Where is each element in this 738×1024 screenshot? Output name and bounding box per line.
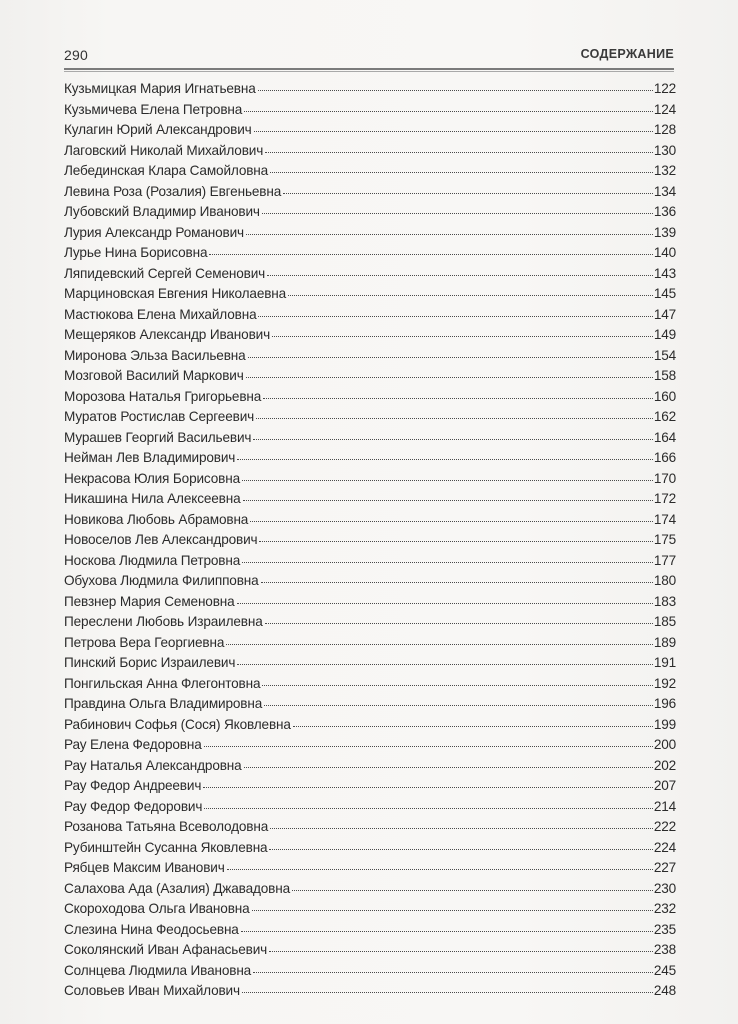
toc-entry-page: 202 <box>653 757 676 773</box>
toc-entry-page: 248 <box>653 983 676 998</box>
toc-entry[interactable] <box>64 922 676 943</box>
toc-entry-page: 149 <box>653 327 676 342</box>
toc-entry-name: Мозговой Василий Маркович <box>64 368 244 383</box>
dot-leader <box>244 102 653 112</box>
dot-leader <box>269 942 653 952</box>
toc-entry-name: Марциновская Евгения Николаевна <box>64 286 287 301</box>
toc-entry-name: Лебединская Клара Самойловна <box>64 163 269 178</box>
toc-entry-page: 199 <box>653 716 676 732</box>
toc-entry-page: 164 <box>653 429 676 445</box>
dot-leader <box>253 430 653 440</box>
dot-leader <box>288 286 653 296</box>
dot-leader <box>237 594 653 604</box>
toc-entry[interactable] <box>64 614 676 635</box>
toc-entry-page: 227 <box>653 860 676 875</box>
toc-entry[interactable] <box>64 389 676 410</box>
toc-entry-name: Скороходова Ольга Ивановна <box>64 901 250 916</box>
dot-leader <box>226 635 653 645</box>
toc-entry[interactable] <box>64 307 676 328</box>
toc-entry-name: Правдина Ольга Владимировна <box>64 696 263 711</box>
dot-leader <box>283 184 653 194</box>
toc-entry-name: Миронова Эльза Васильевна <box>64 347 246 363</box>
toc-entry[interactable] <box>64 512 676 533</box>
toc-entry-page: 183 <box>653 593 676 609</box>
dot-leader <box>269 840 652 850</box>
toc-entry-name: Кузьмицкая Мария Игнатьевна <box>64 81 256 96</box>
dot-leader <box>243 491 653 501</box>
toc-entry-name: Певзнер Мария Семеновна <box>64 593 235 609</box>
dot-leader <box>261 573 653 583</box>
toc-entry-name: Рабинович Софья (Сося) Яковлевна <box>64 716 291 732</box>
dot-leader <box>237 655 653 665</box>
toc-entry-name: Понгильская Анна Флегонтовна <box>64 675 261 691</box>
toc-entry-page: 245 <box>653 962 676 978</box>
toc-entry[interactable] <box>64 143 676 164</box>
dot-leader <box>242 471 653 481</box>
dot-leader <box>254 122 653 132</box>
toc-entry[interactable] <box>64 409 676 430</box>
toc-entry-name: Кулагин Юрий Александрович <box>64 122 252 137</box>
dot-leader <box>250 512 653 522</box>
toc-entry-name: Кузьмичева Елена Петровна <box>64 101 243 117</box>
toc-entry[interactable] <box>64 737 676 758</box>
header-rule <box>64 68 674 72</box>
toc-entry[interactable] <box>64 840 676 861</box>
toc-entry-name: Ляпидевский Сергей Семенович <box>64 265 266 281</box>
toc-entry-page: 124 <box>653 101 676 117</box>
dot-leader <box>204 737 653 747</box>
toc-entry[interactable] <box>64 860 676 881</box>
toc-entry[interactable] <box>64 532 676 553</box>
toc-entry-page: 214 <box>653 798 676 814</box>
toc-entry-name: Морозова Наталья Григорьевна <box>64 388 262 404</box>
toc-entry-name: Соловьев Иван Михайлович <box>64 983 240 998</box>
toc-entry-name: Пинский Борис Израилевич <box>64 655 236 670</box>
toc-entry[interactable] <box>64 368 676 389</box>
toc-entry-page: 200 <box>653 737 676 752</box>
toc-entry-name: Нейман Лев Владимирович <box>64 450 236 465</box>
toc-entry[interactable] <box>64 758 676 779</box>
running-header <box>64 44 674 66</box>
dot-leader <box>258 307 652 317</box>
dot-leader <box>265 614 653 624</box>
toc-entry-name: Мурашев Георгий Васильевич <box>64 429 252 445</box>
toc-entry-page: 180 <box>653 573 676 588</box>
toc-entry[interactable] <box>64 204 676 225</box>
dot-leader <box>209 245 653 255</box>
toc-entry[interactable] <box>64 881 676 902</box>
dot-leader <box>241 922 653 932</box>
toc-entry-name: Муратов Ростислав Сергеевич <box>64 409 255 424</box>
toc-entry[interactable] <box>64 635 676 656</box>
toc-entry-page: 147 <box>653 306 676 322</box>
dot-leader <box>264 696 653 706</box>
toc-entry-page: 222 <box>653 819 676 834</box>
page-number: 290 <box>64 47 88 63</box>
dot-leader <box>227 860 653 870</box>
toc-entry[interactable] <box>64 163 676 184</box>
dot-leader <box>256 409 653 419</box>
toc-entry[interactable] <box>64 471 676 492</box>
toc-entry[interactable] <box>64 430 676 451</box>
toc-entry-page: 154 <box>653 347 676 363</box>
toc-entry[interactable] <box>64 573 676 594</box>
dot-leader <box>246 368 653 378</box>
dot-leader <box>259 532 652 542</box>
toc-entry-page: 196 <box>653 696 676 711</box>
toc-entry-name: Лурия Александр Романович <box>64 224 244 240</box>
toc-entry-name: Рау Федор Федорович <box>64 798 203 814</box>
dot-leader <box>203 778 653 788</box>
toc-entry-page: 238 <box>653 942 676 957</box>
toc-entry[interactable] <box>64 122 676 143</box>
toc-entry[interactable] <box>64 348 676 369</box>
toc-entry[interactable] <box>64 450 676 471</box>
toc-entry-page: 134 <box>653 183 676 199</box>
toc-entry[interactable] <box>64 717 676 738</box>
toc-entry-name: Мастюкова Елена Михайловна <box>64 306 257 322</box>
toc-entry-name: Рау Елена Федоровна <box>64 737 202 752</box>
toc-entry-name: Соколянский Иван Афанасьевич <box>64 942 268 957</box>
toc-entry-page: 162 <box>653 409 676 424</box>
toc-entry-page: 230 <box>653 880 676 896</box>
toc-entry[interactable] <box>64 799 676 820</box>
toc-entry[interactable] <box>64 266 676 287</box>
dot-leader <box>246 225 653 235</box>
dot-leader <box>262 676 653 686</box>
dot-leader <box>253 963 653 973</box>
dot-leader <box>272 327 653 337</box>
toc-entry-name: Лаговский Николай Михайлович <box>64 142 264 158</box>
toc-entry-name: Слезина Нина Феодосьевна <box>64 921 239 937</box>
toc-entry-page: 177 <box>653 552 676 568</box>
dot-leader <box>242 983 653 993</box>
toc-entry[interactable] <box>64 942 676 963</box>
toc-entry[interactable] <box>64 778 676 799</box>
toc-entry[interactable] <box>64 983 676 1004</box>
dot-leader <box>244 758 653 768</box>
toc-entry[interactable] <box>64 553 676 574</box>
dot-leader <box>270 819 653 829</box>
toc-entry-page: 170 <box>653 470 676 486</box>
toc-entry-name: Мещеряков Александр Иванович <box>64 327 271 342</box>
toc-entry-page: 232 <box>653 901 676 916</box>
toc-entry-page: 172 <box>653 491 676 506</box>
dot-leader <box>292 881 653 891</box>
dot-leader <box>263 389 653 399</box>
dot-leader <box>265 143 653 153</box>
toc-entry-name: Розанова Татьяна Всеволодовна <box>64 819 269 834</box>
toc-entry-name: Новоселов Лев Александрович <box>64 532 258 547</box>
toc-entry-name: Петрова Вера Георгиевна <box>64 634 225 650</box>
toc-entry-page: 235 <box>653 921 676 937</box>
toc-entry[interactable] <box>64 594 676 615</box>
toc-entry-page: 166 <box>653 450 676 465</box>
toc-entry-name: Рубинштейн Сусанна Яковлевна <box>64 839 268 855</box>
toc-entry-name: Рябцев Максим Иванович <box>64 860 225 875</box>
toc-entry[interactable] <box>64 286 676 307</box>
dot-leader <box>242 553 653 563</box>
dot-leader <box>267 266 653 276</box>
toc-entry-page: 132 <box>653 163 676 178</box>
toc-entry[interactable] <box>64 676 676 697</box>
toc-entry[interactable] <box>64 819 676 840</box>
toc-entry[interactable] <box>64 184 676 205</box>
toc-entry-name: Некрасова Юлия Борисовна <box>64 470 240 486</box>
toc-entry-page: 139 <box>653 224 676 240</box>
toc-entry-name: Обухова Людмила Филипповна <box>64 573 259 588</box>
dot-leader <box>237 450 653 460</box>
dot-leader <box>258 81 653 91</box>
dot-leader <box>252 901 653 911</box>
toc-entry[interactable] <box>64 245 676 266</box>
toc-entry[interactable] <box>64 102 676 123</box>
toc-entry-page: 191 <box>653 655 676 670</box>
dot-leader <box>270 163 653 173</box>
toc-entry-name: Носкова Людмила Петровна <box>64 552 241 568</box>
toc-entry[interactable] <box>64 963 676 984</box>
toc-entry[interactable] <box>64 225 676 246</box>
toc-entry[interactable] <box>64 327 676 348</box>
toc-entry-page: 122 <box>653 81 676 96</box>
toc-entry[interactable] <box>64 696 676 717</box>
toc-entry-name: Лубовский Владимир Иванович <box>64 204 260 219</box>
toc-entry[interactable] <box>64 655 676 676</box>
toc-entry-page: 145 <box>653 286 676 301</box>
toc-entry-page: 175 <box>653 532 676 547</box>
toc-entry-name: Рау Наталья Александровна <box>64 757 242 773</box>
toc-entry[interactable] <box>64 81 676 102</box>
toc-entry-name: Новикова Любовь Абрамовна <box>64 511 249 527</box>
dot-leader <box>262 204 653 214</box>
toc-entry-name: Рау Федор Андреевич <box>64 778 202 793</box>
toc-entry-page: 143 <box>653 265 676 281</box>
toc-entry-page: 185 <box>653 614 676 629</box>
toc-entry-page: 158 <box>653 368 676 383</box>
dot-leader <box>248 348 653 358</box>
section-title: СОДЕРЖАНИЕ <box>580 47 674 61</box>
toc-entry-page: 128 <box>653 122 676 137</box>
toc-entry-page: 160 <box>653 388 676 404</box>
toc-entry-name: Никашина Нила Алексеевна <box>64 491 241 506</box>
table-of-contents <box>64 81 676 1004</box>
toc-entry-name: Лурье Нина Борисовна <box>64 245 208 260</box>
toc-entry-name: Салахова Ада (Азалия) Джавадовна <box>64 880 291 896</box>
toc-entry-name: Левина Роза (Розалия) Евгеньевна <box>64 183 282 199</box>
toc-entry-page: 189 <box>653 634 676 650</box>
toc-entry[interactable] <box>64 491 676 512</box>
toc-entry-page: 130 <box>653 142 676 158</box>
toc-entry-page: 174 <box>653 511 676 527</box>
toc-entry-page: 136 <box>653 204 676 219</box>
toc-entry-name: Солнцева Людмила Ивановна <box>64 962 252 978</box>
toc-entry-page: 207 <box>653 778 676 793</box>
toc-entry-page: 140 <box>653 245 676 260</box>
toc-entry-name: Переслени Любовь Израилевна <box>64 614 263 629</box>
toc-entry-page: 192 <box>653 675 676 691</box>
toc-entry-page: 224 <box>653 839 676 855</box>
dot-leader <box>293 717 653 727</box>
toc-entry[interactable] <box>64 901 676 922</box>
dot-leader <box>204 799 653 809</box>
